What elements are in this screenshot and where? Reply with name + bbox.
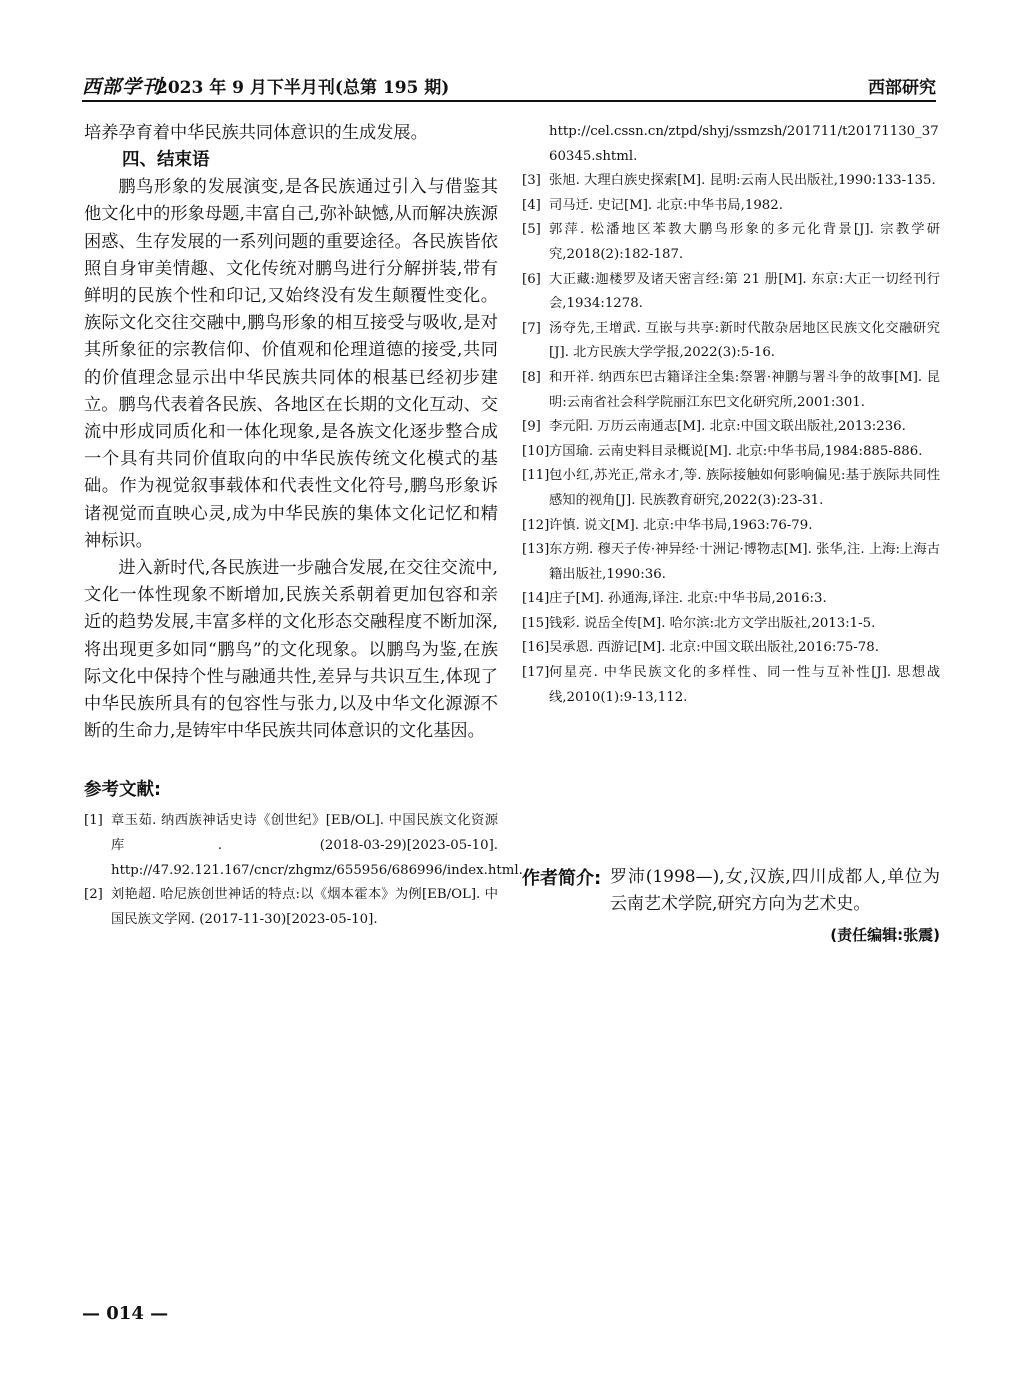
reference-text: 汤夺先,王增武. 互嵌与共享:新时代散杂居地区民族文化交融研究[J]. 北方民族大学学报,2022(3):5-16. (549, 320, 940, 361)
reference-number: [6] (522, 271, 541, 287)
reference-text: 张旭. 大理白族史探索[M]. 昆明:云南人民出版社,1990:133-135. (549, 173, 936, 189)
reference-text: 何星亮. 中华民族文化的多样性、同一性与互补性[J]. 思想战线,2010(1):9-13,112. (549, 665, 940, 705)
reference-item (84, 809, 523, 883)
reference-number: [5] (522, 222, 541, 238)
reference-number: [16] (522, 640, 550, 656)
right-column (522, 120, 940, 710)
reference-number: [9] (522, 419, 541, 435)
body-paragraph: 鹏鸟形象的发展演变,是各民族通过引入与借鉴其他文化中的形象母题,丰富自己,弥补缺憾,从而解决族源困惑、生存发展的一系列问题的重要途径。各民族皆依照自身审美情趣、文化传统对鹏鸟进行分解拼装,带有鲜明的民族个性和印记,又始终没有发生颠覆性变化。族际文化交往交融中,鹏鸟形象的相互接受与吸收,是对其所象征的宗教信仰、价值观和伦理道德的接受,共同的价值理念显示出中华民族共同体的根基已经初步建立。鹏鸟代表着各民族、各地区在长期的文化互动、交流中形成同质化和一体化现象,是各族文化逐步整合成一个具有共同价值取向的中华民族传统文化模式的基础。作为视觉叙事载体和代表性文化符号,鹏鸟形象诉诸视觉而直映心灵,成为中华民族的集体文化记忆和精神标识。 (84, 177, 498, 551)
reference-item (522, 464, 940, 513)
reference-text: 吴承恩. 西游记[M]. 北京:中国文联出版社,2016:75-78. (549, 640, 879, 656)
reference-item (522, 366, 940, 415)
reference-number: [1] (84, 813, 103, 829)
issue-info: 2023 年 9 月下半月刊(总第 195 期) (156, 78, 450, 98)
references-heading: 参考文献: (84, 780, 161, 801)
reference-list (522, 169, 940, 710)
reference-item (522, 587, 940, 612)
reference-number: [13] (522, 542, 550, 558)
reference-number: [11] (522, 468, 550, 484)
reference-text: 庄子[M]. 孙通海,译注. 北京:中华书局,2016:3. (549, 591, 827, 607)
reference-number: [10] (522, 443, 550, 459)
reference-text: 大正藏:迦楼罗及诸天密言经:第 21 册[M]. 东京:大正一切经刊行会,1934:1278. (549, 271, 940, 312)
reference-item (522, 268, 940, 317)
reference-number: [4] (522, 197, 541, 213)
reference-text: 章玉茹. 纳西族神话史诗《创世纪》[EB/OL]. 中国民族文化资源库. (2018-03-29)[2023-05-10]. http://47.92.121.167/cncr/zhgmz/655956/686996/index.html. (111, 813, 523, 878)
reference-number: [2] (84, 887, 103, 903)
author-text: 罗沛(1998—),女,汉族,四川成都人,单位为云南艺术学院,研究方向为艺术史。 (610, 867, 940, 914)
reference-item (522, 636, 940, 661)
reference-item (84, 883, 498, 932)
reference-text: 包小红,苏光正,常永才,等. 族际接触如何影响偏见:基于族际共同性感知的视角[J]. 民族教育研究,2022(3):23-31. (549, 468, 940, 508)
reference-text: 许慎. 说文[M]. 北京:中华书局,1963:76-79. (549, 517, 813, 533)
reference-number: [17] (522, 665, 550, 681)
reference-item (522, 538, 940, 587)
body-paragraph: 进入新时代,各民族进一步融合发展,在交往交流中,文化一体性现象不断增加,民族关系朝着更加包容和亲近的趋势发展,丰富多样的文化形态交融程度不断加深,将出现更多如同“鹏鸟”的文化现象。以鹏鸟为鉴,在族际文化中保持个性与融通共性,差异与共识互生,体现了中华民族所具有的包容性与张力,以及中华文化源源不断的生命力,是铸牢中华民族共同体意识的文化基因。 (84, 558, 498, 742)
reference-item (522, 440, 940, 465)
reference-number: [12] (522, 517, 550, 533)
reference-number: [14] (522, 591, 550, 607)
reference-text: 东方朔. 穆天子传·神异经·十洲记·博物志[M]. 张华,注. 上海:上海古籍出版社,1990:36. (549, 542, 940, 582)
reference-item (522, 612, 940, 637)
reference-item (522, 317, 940, 366)
reference-text: 刘艳超. 哈尼族创世神话的特点:以《烟本霍本》为例[EB/OL]. 中国民族文学网. (2017-11-30)[2023-05-10]. (111, 887, 498, 927)
reference-item (522, 661, 940, 710)
reference-number: [3] (522, 173, 541, 189)
reference-item (522, 415, 940, 440)
reference-text: 和开祥. 纳西东巴古籍译注全集:祭署·神鹏与署斗争的故事[M]. 昆明:云南省社会科学院丽江东巴文化研究所,2001:301. (549, 369, 940, 410)
reference-text: 郭萍. 松潘地区苯教大鹏鸟形象的多元化背景[J]. 宗教学研究,2018(2):182-187. (549, 222, 940, 262)
reference-number: [7] (522, 320, 541, 336)
section-tag: 西部研究 (868, 78, 936, 98)
running-header (82, 70, 936, 102)
reference-list (84, 809, 523, 932)
reference-item (522, 169, 940, 194)
left-column (84, 120, 523, 932)
page-number: — 014 — (82, 1303, 169, 1324)
reference-continued: http://cel.cssn.cn/ztpd/shyj/ssmzsh/201711/t20171130_3760345.shtml. (549, 124, 939, 164)
reference-item (522, 514, 940, 539)
section-heading: 四、结束语 (122, 150, 210, 171)
journal-logo: 西部学刊 (82, 76, 163, 98)
reference-text: 李元阳. 万历云南通志[M]. 北京:中国文联出版社,2013:236. (549, 419, 906, 435)
paragraph-continued: 培养孕育着中华民族共同体意识的生成发展。 (84, 123, 428, 143)
reference-number: [15] (522, 615, 550, 631)
author-label: 作者简介: (522, 868, 602, 889)
reference-number: [8] (522, 369, 541, 385)
reference-text: 方国瑜. 云南史料目录概说[M]. 北京:中华书局,1984:885-886. (549, 443, 923, 459)
reference-item (522, 218, 940, 267)
reference-text: 钱彩. 说岳全传[M]. 哈尔滨:北方文学出版社,2013:1-5. (549, 615, 876, 631)
reference-item (522, 194, 940, 219)
editor-credit: (责任编辑:张震) (830, 926, 940, 944)
reference-text: 司马迁. 史记[M]. 北京:中华书局,1982. (549, 197, 783, 213)
